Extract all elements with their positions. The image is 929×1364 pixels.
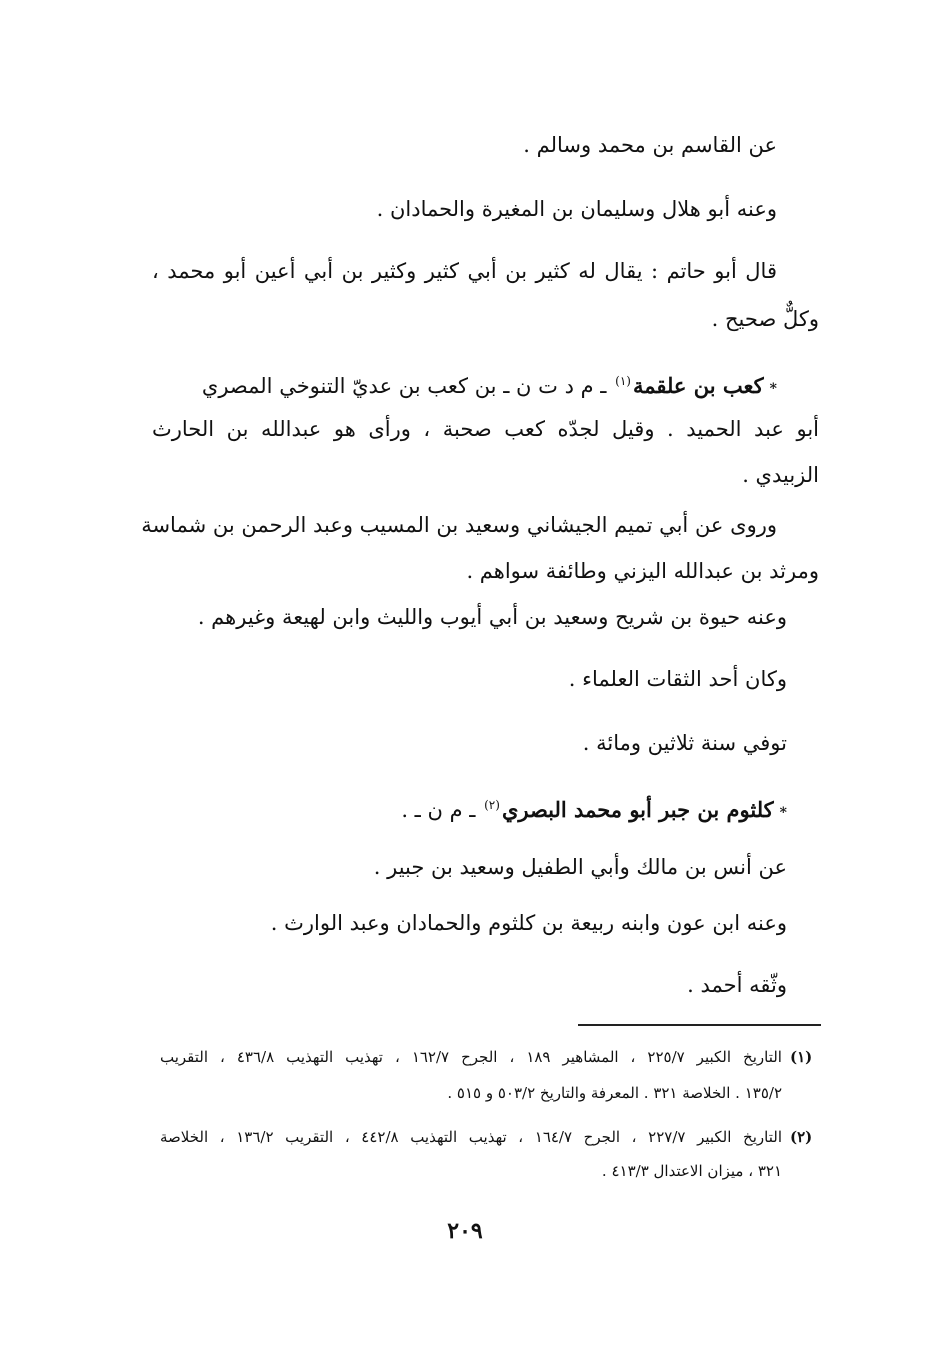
- text-line-2: وعنه أبو هلال وسليمان بن المغيرة والحمادان .: [376, 197, 777, 221]
- footnote-number-2: (٢): [790, 1128, 813, 1146]
- text-line-11: وكان أحد الثقات العلماء .: [568, 667, 787, 691]
- footnote-number-1: (١): [790, 1048, 813, 1066]
- text-line-4: وكلٌّ صحيح .: [711, 307, 819, 331]
- footnote-ref-1: (١): [615, 374, 631, 388]
- footnote-1-line-2: ١٣٥/٢ . الخلاصة ٣٢١ . المعرفة والتاريخ ٥٠٣/٢ و ٥١٥ .: [447, 1084, 782, 1102]
- text-line-14: عن أنس بن مالك وأبي الطفيل وسعيد بن جبير .: [373, 855, 787, 879]
- text-line-12: توفي سنة ثلاثين ومائة .: [582, 731, 787, 755]
- entry-marker: *: [769, 381, 777, 397]
- text-line-7: الزبيدي .: [742, 463, 819, 487]
- entry-lineage: ـ م د ت ن ـ بن كعب بن عديّ التنوخي المصري: [201, 374, 607, 398]
- entry-marker: *: [779, 805, 787, 821]
- text-line-8: وروى عن أبي تميم الجيشاني وسعيد بن المسيب وعبد الرحمن بن شماسة: [141, 513, 777, 537]
- entry-name: كعب بن علقمة: [632, 373, 764, 398]
- text-line-10: وعنه حيوة بن شريح وسعيد بن أبي أيوب والليث وابن لهيعة وغيرهم .: [197, 605, 787, 629]
- entry-heading-kaab: [152, 366, 777, 404]
- footnote-2-line-1: التاريخ الكبير ٢٢٧/٧ ، الجرح ١٦٤/٧ ، تهذيب التهذيب ٤٤٢/٨ ، التقريب ١٣٦/٢ ، الخلاصة: [160, 1128, 782, 1146]
- text-line-9: ومرثد بن عبدالله اليزني وطائفة سواهم .: [466, 559, 819, 583]
- text-line-6: أبو عبد الحميد . وقيل لجدّه كعب صحبة ، ورأى هو عبدالله بن الحارث: [152, 417, 819, 441]
- entry-lineage: ـ م ن ـ .: [401, 798, 476, 822]
- footnote-2-line-2: ٣٢١ ، ميزان الاعتدال ٤١٣/٣ .: [601, 1162, 782, 1180]
- page-number: ٢٠٩: [447, 1218, 483, 1244]
- text-line-16: وثّقه أحمد .: [687, 973, 787, 997]
- text-line-1: عن القاسم بن محمد وسالم .: [523, 133, 777, 157]
- entry-name: كلثوم بن جبر أبو محمد البصري: [501, 797, 774, 822]
- footnote-divider: [578, 1024, 821, 1026]
- footnote-1-line-1: التاريخ الكبير ٢٢٥/٧ ، المشاهير ١٨٩ ، الجرح ١٦٢/٧ ، تهذيب التهذيب ٤٣٦/٨ ، التقريب: [160, 1048, 782, 1066]
- text-line-3: قال أبو حاتم : يقال له كثير بن أبي كثير وكثير بن أبي أعين أبو محمد ،: [152, 259, 777, 283]
- entry-heading-kulthum: [401, 790, 787, 828]
- footnote-ref-2: (٢): [484, 798, 500, 812]
- text-line-15: وعنه ابن عون وابنه ربيعة بن كلثوم والحمادان وعبد الوارث .: [270, 911, 787, 935]
